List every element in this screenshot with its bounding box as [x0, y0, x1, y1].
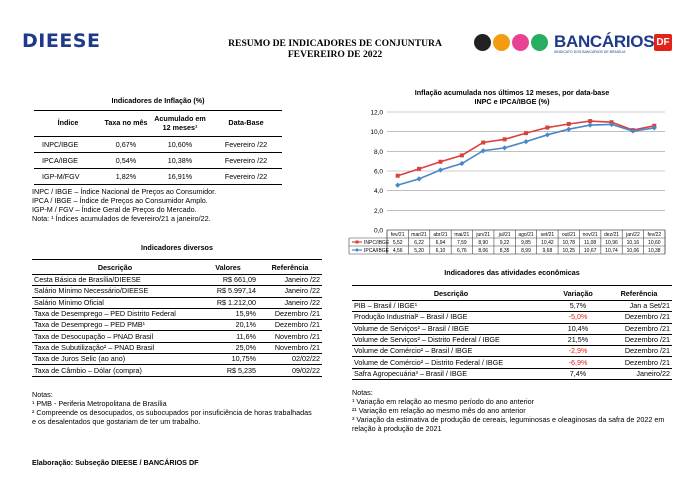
- table-cell: Fevereiro /22: [224, 156, 268, 165]
- diversos-notes: [32, 390, 317, 426]
- x-tick-label: jul/21: [498, 232, 511, 238]
- diversos-title: Indicadores diversos: [141, 243, 213, 252]
- note-line: INPC / IBGE – Índice Nacional de Preços ao Consumidor.: [32, 187, 217, 196]
- note-line: ² Compreende os desocupados, os subocupados por insuficiência de horas trabalhadas e os desalentados que gostariam de ter um trabalho.: [32, 408, 312, 426]
- data-label: 7,59: [456, 240, 467, 246]
- data-label: 9,22: [499, 240, 510, 246]
- note-line: ³ Variação da estimativa de produção de cereais, leguminosas e oleaginosas da safra de 2022 em relação à produção de 2021: [352, 415, 665, 433]
- dieese-logo-text: DIEESE: [22, 30, 101, 52]
- data-point: [588, 122, 593, 127]
- chart-title: [352, 88, 672, 106]
- table-row: [34, 169, 282, 185]
- logo-circle-icon: [531, 34, 548, 51]
- table-cell: IPCA/IBGE: [42, 156, 78, 165]
- table-row: [352, 357, 672, 368]
- data-label: 6,10: [435, 248, 446, 254]
- table-cell: Dezembro /21: [624, 346, 670, 356]
- data-point: [503, 137, 507, 141]
- data-label: 6,76: [456, 248, 467, 254]
- table-cell: 7,4%: [569, 368, 587, 378]
- table-cell: -6,9%: [568, 357, 588, 367]
- table-cell: Taxa de Desemprego – PED PMB¹: [34, 320, 146, 330]
- table-cell: 10,75%: [231, 354, 256, 364]
- table-row: [32, 342, 322, 353]
- data-label: 8,90: [478, 240, 489, 246]
- series-line-inpc-ibge: [398, 121, 655, 176]
- data-point: [545, 126, 549, 130]
- column-header: Índice: [57, 118, 79, 128]
- table-cell: R$ 5.997,14: [216, 286, 256, 296]
- note-line: ²¹ Variação em relação ao mesmo mês do ano anterior: [352, 406, 526, 415]
- inflation-notes: [32, 187, 292, 223]
- table-cell: Janeiro/22: [636, 368, 670, 378]
- note-line: IPCA / IBGE – Índice de Preços ao Consumidor Amplo.: [32, 196, 208, 205]
- data-label: 6,22: [414, 240, 424, 246]
- table-row: [34, 153, 282, 169]
- table-cell: Taxa de Câmbio – Dólar (compra): [34, 365, 142, 375]
- table-row: [32, 354, 322, 365]
- table-cell: 02/02/22: [292, 354, 320, 364]
- table-header-row: [32, 260, 322, 275]
- data-point: [395, 183, 400, 188]
- table-row: [32, 331, 322, 342]
- column-header: Acumulado em 12 meses¹: [154, 114, 206, 132]
- table-cell: Produção Industrial² – Brasil / IBGE: [354, 312, 468, 322]
- table-row: [32, 320, 322, 331]
- column-header: Descrição: [433, 288, 469, 298]
- diversos-table: [32, 259, 322, 377]
- table-header-row: [352, 286, 672, 301]
- chart-subtitle-line: INPC e IPCA/IBGE (%): [474, 97, 550, 106]
- table-header-row: [34, 111, 282, 137]
- table-cell: 5,7%: [569, 301, 587, 311]
- table-row: [352, 301, 672, 312]
- data-point: [417, 167, 421, 171]
- table-cell: 20,1%: [235, 320, 256, 330]
- bancarios-logo: [474, 33, 672, 55]
- data-point: [588, 119, 592, 123]
- y-tick-label: 10,0: [370, 129, 383, 137]
- data-label: 8,99: [521, 248, 531, 254]
- note-line: Nota: ¹ Índices acumulados de fevereiro/21 a janeiro/22.: [32, 214, 211, 223]
- table-cell: Volume de Comércio² – Distrito Federal / IBGE: [354, 357, 503, 367]
- data-label: 9,68: [542, 248, 553, 254]
- table-cell: Dezembro /21: [274, 320, 320, 330]
- y-tick-label: 4,0: [373, 188, 383, 196]
- table-cell: Novembro /21: [274, 342, 320, 352]
- table-cell: Volume de Comércio² – Brasil / IBGE: [354, 346, 473, 356]
- table-cell: Dezembro /21: [624, 323, 670, 333]
- column-header: Taxa no mês: [104, 118, 148, 128]
- chart-title-line: Inflação acumulada nos últimos 12 meses, por data-base: [414, 88, 610, 97]
- table-cell: 10,60%: [167, 140, 193, 149]
- data-label: 11,08: [584, 240, 597, 246]
- column-header: Referência: [271, 262, 309, 272]
- logo-circle-icon: [474, 34, 491, 51]
- column-header: Valores: [215, 262, 241, 272]
- table-cell: Janeiro /22: [284, 286, 320, 296]
- legend-label: IPCA/IBGE: [364, 248, 390, 254]
- table-cell: IGP-M/FGV: [42, 172, 80, 181]
- table-cell: Janeiro /22: [284, 297, 320, 307]
- legend-marker: [356, 241, 359, 244]
- data-point: [438, 160, 442, 164]
- table-row: [352, 368, 672, 379]
- table-cell: Dezembro /21: [274, 309, 320, 319]
- dieese-logo: [22, 30, 122, 50]
- data-label: 10,25: [562, 248, 576, 254]
- table-cell: Fevereiro /22: [224, 172, 268, 181]
- table-cell: 1,82%: [115, 172, 137, 181]
- x-tick-label: abr/21: [433, 232, 448, 238]
- legend-label: INPC/IBGE: [364, 240, 390, 246]
- table-cell: Fevereiro /22: [224, 140, 268, 149]
- data-point: [416, 176, 421, 181]
- note-line: ¹ Variação em relação ao mesmo período do ano anterior: [352, 397, 535, 406]
- y-tick-label: 12,0: [370, 109, 383, 117]
- data-label: 10,96: [605, 240, 618, 246]
- table-cell: 10,4%: [567, 323, 589, 333]
- x-tick-label: fev/21: [390, 232, 405, 238]
- data-point: [523, 139, 528, 144]
- inflation-table: [34, 110, 282, 185]
- note-line: IGP-M / FGV – Índice Geral de Preços do Mercado.: [32, 205, 197, 214]
- table-cell: Dezembro /21: [624, 357, 670, 367]
- table-cell: 15,9%: [235, 309, 256, 319]
- table-cell: Dezembro /21: [624, 335, 670, 345]
- data-label: 8,06: [478, 248, 489, 254]
- footer-credit: Elaboração: Subseção DIEESE / BANCÁRIOS DF: [32, 458, 199, 467]
- table-cell: Taxa de Desocupação – PNAD Brasil: [34, 331, 154, 341]
- data-label: 10,78: [562, 240, 576, 246]
- table-row: [32, 308, 322, 319]
- data-label: 4,56: [392, 248, 403, 254]
- table-cell: 21,5%: [567, 335, 589, 345]
- note-line: ¹ PMB - Periferia Metropolitana de Brasília: [32, 399, 167, 408]
- table-cell: Taxa de Desemprego – PED Distrito Federal: [34, 309, 176, 319]
- table-cell: PIB – Brasil / IBGE¹: [354, 301, 418, 311]
- table-row: [352, 334, 672, 345]
- table-cell: 0,67%: [115, 140, 137, 149]
- data-label: 10,42: [541, 240, 554, 246]
- data-label: 10,38: [648, 248, 661, 254]
- x-tick-label: out/21: [561, 232, 576, 238]
- table-row: [352, 323, 672, 334]
- y-tick-label: 0,0: [373, 227, 383, 235]
- x-tick-label: fev/22: [647, 232, 662, 238]
- atividades-table: [352, 285, 672, 380]
- logo-circle-icon: [493, 34, 510, 51]
- page-title-line2: FEVEREIRO DE 2022: [287, 49, 383, 60]
- table-cell: 09/02/22: [292, 365, 320, 375]
- data-label: 10,60: [648, 240, 661, 246]
- data-point: [566, 127, 571, 132]
- table-cell: 16,91%: [167, 172, 193, 181]
- data-point: [545, 132, 550, 137]
- x-tick-label: ago/21: [518, 232, 534, 238]
- data-point: [524, 131, 528, 135]
- table-cell: 0,54%: [115, 156, 137, 165]
- table-cell: Salário Mínimo Necessário/DIEESE: [34, 286, 149, 296]
- table-cell: INPC/IBGE: [42, 140, 79, 149]
- page-title-line1: RESUMO DE INDICADORES DE CONJUNTURA: [228, 38, 442, 49]
- table-cell: -2,9%: [568, 346, 588, 356]
- table-cell: 10,38%: [167, 156, 193, 165]
- table-row: [32, 275, 322, 286]
- table-cell: Taxa de Juros Selic (ao ano): [34, 354, 126, 364]
- table-cell: R$ 661,09: [222, 275, 256, 285]
- table-cell: 11,6%: [236, 331, 256, 341]
- y-tick-label: 2,0: [373, 207, 383, 215]
- table-cell: Cesta Básica de Brasília/DIEESE: [34, 275, 141, 285]
- table-cell: Volume de Serviços² – Distrito Federal / IBGE: [354, 335, 500, 345]
- table-cell: Taxa de Subutilização² – PNAD Brasil: [34, 342, 155, 352]
- x-tick-label: mar/21: [411, 232, 427, 238]
- note-line: Notas:: [352, 388, 373, 397]
- x-tick-label: jan/22: [626, 232, 640, 238]
- x-tick-label: dez/21: [604, 232, 620, 238]
- table-cell: Novembro /21: [274, 331, 320, 341]
- table-row: [34, 137, 282, 153]
- column-header: Variação: [563, 288, 593, 298]
- table-cell: Safra Agropecuária³ – Brasil / IBGE: [354, 368, 468, 378]
- bancarios-logo-text: BANCÁRIOS: [554, 32, 655, 51]
- data-point: [438, 167, 443, 172]
- inflation-title: Indicadores de Inflação (%): [111, 96, 205, 105]
- x-tick-label: nov/21: [582, 232, 598, 238]
- legend-marker: [355, 248, 359, 252]
- data-point: [567, 122, 571, 126]
- data-point: [396, 174, 400, 178]
- y-tick-label: 8,0: [373, 148, 383, 156]
- x-tick-label: mai/21: [454, 232, 470, 238]
- table-cell: R$ 1.212,00: [216, 297, 256, 307]
- data-label: 5,52: [392, 240, 403, 246]
- data-point: [502, 145, 507, 150]
- table-cell: Jan a Set/21: [629, 301, 670, 311]
- table-cell: -5,0%: [568, 312, 588, 322]
- table-cell: Volume de Serviços² – Brasil / IBGE: [354, 323, 470, 333]
- data-label: 5,20: [414, 248, 424, 254]
- column-header: Descrição: [97, 262, 133, 272]
- inflation-line-chart: [345, 108, 675, 260]
- note-line: Notas:: [32, 390, 53, 399]
- table-row: [352, 346, 672, 357]
- data-label: 10,74: [605, 248, 618, 254]
- atividades-title: Indicadores das atividades econômicas: [444, 268, 580, 277]
- table-row: [352, 312, 672, 323]
- table-row: [32, 365, 322, 376]
- bancarios-logo-subtitle: SINDICATO DOS BANCÁRIOS DE BRASÍLIA: [554, 50, 626, 54]
- column-header: Data-Base: [228, 118, 264, 128]
- data-label: 9,85: [521, 240, 531, 246]
- page-title: [200, 38, 470, 60]
- table-cell: Salário Mínimo Oficial: [34, 297, 104, 307]
- data-point: [481, 140, 485, 144]
- logo-circle-icon: [512, 34, 529, 51]
- table-row: [32, 297, 322, 308]
- table-cell: R$ 5,235: [226, 365, 256, 375]
- table-row: [32, 286, 322, 297]
- data-label: 6,94: [435, 240, 446, 246]
- table-cell: 25,0%: [235, 342, 256, 352]
- column-header: Referência: [620, 288, 658, 298]
- data-label: 10,67: [583, 248, 597, 254]
- data-label: 8,35: [499, 248, 510, 254]
- x-tick-label: jun/21: [476, 232, 491, 238]
- table-cell: Janeiro /22: [284, 275, 320, 285]
- data-label: 10,06: [626, 248, 640, 254]
- table-cell: Dezembro /21: [624, 312, 670, 322]
- x-tick-label: set/21: [540, 232, 555, 238]
- atividades-notes: [352, 388, 672, 433]
- df-badge: DF: [654, 34, 672, 51]
- data-label: 10,16: [626, 240, 640, 246]
- data-point: [460, 153, 464, 157]
- y-tick-label: 6,0: [373, 168, 383, 176]
